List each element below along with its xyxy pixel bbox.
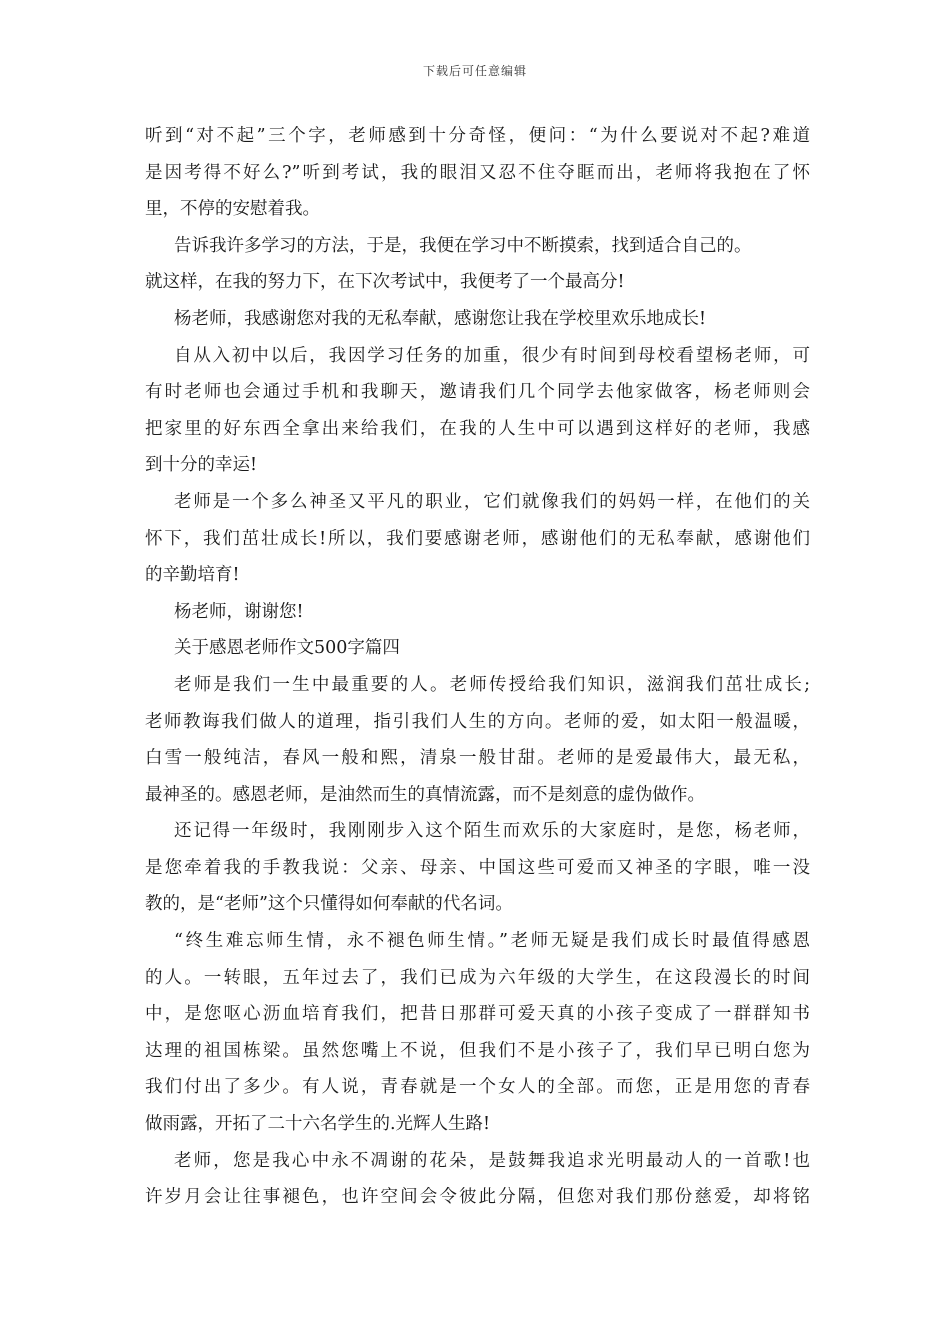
text-line: 白雪一般纯洁，春风一般和熙，清泉一般甘甜。老师的是爱最伟大，最无私， <box>145 748 810 769</box>
text-line: 老师是一个多么神圣又平凡的职业，它们就像我们的妈妈一样，在他们的关 <box>174 491 810 512</box>
text-line: 关于感恩老师作文500字篇四 <box>174 638 400 659</box>
text-line: 最神圣的。感恩老师，是油然而生的真情流露，而不是刻意的虚伪做作。 <box>145 784 705 805</box>
text-line: 许岁月会让往事褪色，也许空间会令彼此分隔，但您对我们那份慈爱，却将铭 <box>145 1187 810 1208</box>
text-line: “终生难忘师生情，永不褪色师生情。”老师无疑是我们成长时最值得感恩 <box>174 931 810 952</box>
text-line: 做雨露，开拓了二十六名学生的.光辉人生路! <box>145 1114 491 1135</box>
text-line: 的辛勤培育! <box>145 565 240 586</box>
text-line: 教的，是“老师”这个只懂得如何奉献的代名词。 <box>145 894 513 915</box>
text-line: 老师教诲我们做人的道理，指引我们人生的方向。老师的爱，如太阳一般温暖， <box>145 711 810 732</box>
text-line: 里，不停的安慰着我。 <box>145 199 320 220</box>
text-line: 听到“对不起”三个字，老师感到十分奇怪，便问：“为什么要说对不起?难道 <box>145 126 810 146</box>
text-line: 是您牵着我的手教我说：父亲、母亲、中国这些可爱而又神圣的字眼，唯一没 <box>145 857 810 878</box>
text-line: 到十分的幸运! <box>145 455 258 476</box>
text-line: 怀下，我们茁壮成长!所以，我们要感谢老师，感谢他们的无私奉献，感谢他们 <box>145 528 810 549</box>
text-line: 老师，您是我心中永不凋谢的花朵，是鼓舞我追求光明最动人的一首歌!也 <box>174 1150 810 1171</box>
text-line: 就这样，在我的努力下，在下次考试中，我便考了一个最高分! <box>145 272 625 293</box>
text-line: 中，是您呕心沥血培育我们，把昔日那群可爱天真的小孩子变成了一群群知书 <box>145 1004 810 1025</box>
text-line: 把家里的好东西全拿出来给我们，在我的人生中可以遇到这样好的老师，我感 <box>145 418 810 439</box>
text-line: 还记得一年级时，我刚刚步入这个陌生而欢乐的大家庭时，是您，杨老师， <box>174 821 810 842</box>
text-line: 是因考得不好么?”听到考试，我的眼泪又忍不住夺眶而出，老师将我抱在了怀 <box>145 162 810 183</box>
text-line: 的人。一转眼，五年过去了，我们已成为六年级的大学生，在这段漫长的时间 <box>145 967 810 988</box>
text-line: 有时老师也会通过手机和我聊天，邀请我们几个同学去他家做客，杨老师则会 <box>145 382 810 403</box>
text-line: 老师是我们一生中最重要的人。老师传授给我们知识，滋润我们茁壮成长; <box>174 674 810 695</box>
text-line: 告诉我许多学习的方法，于是，我便在学习中不断摸索，找到适合自己的。 <box>174 235 752 256</box>
text-line: 杨老师，谢谢您! <box>174 601 304 622</box>
text-line: 自从入初中以后，我因学习任务的加重，很少有时间到母校看望杨老师，可 <box>174 345 810 366</box>
text-line: 我们付出了多少。有人说，青春就是一个女人的全部。而您，正是用您的青春 <box>145 1077 810 1098</box>
text-line: 杨老师，我感谢您对我的无私奉献，感谢您让我在学校里欢乐地成长! <box>174 308 707 329</box>
page-header: 下载后可任意编辑 <box>422 64 527 78</box>
document-body <box>145 118 810 1216</box>
text-line: 达理的祖国栋梁。虽然您嘴上不说，但我们不是小孩子了，我们早已明白您为 <box>145 1040 810 1061</box>
